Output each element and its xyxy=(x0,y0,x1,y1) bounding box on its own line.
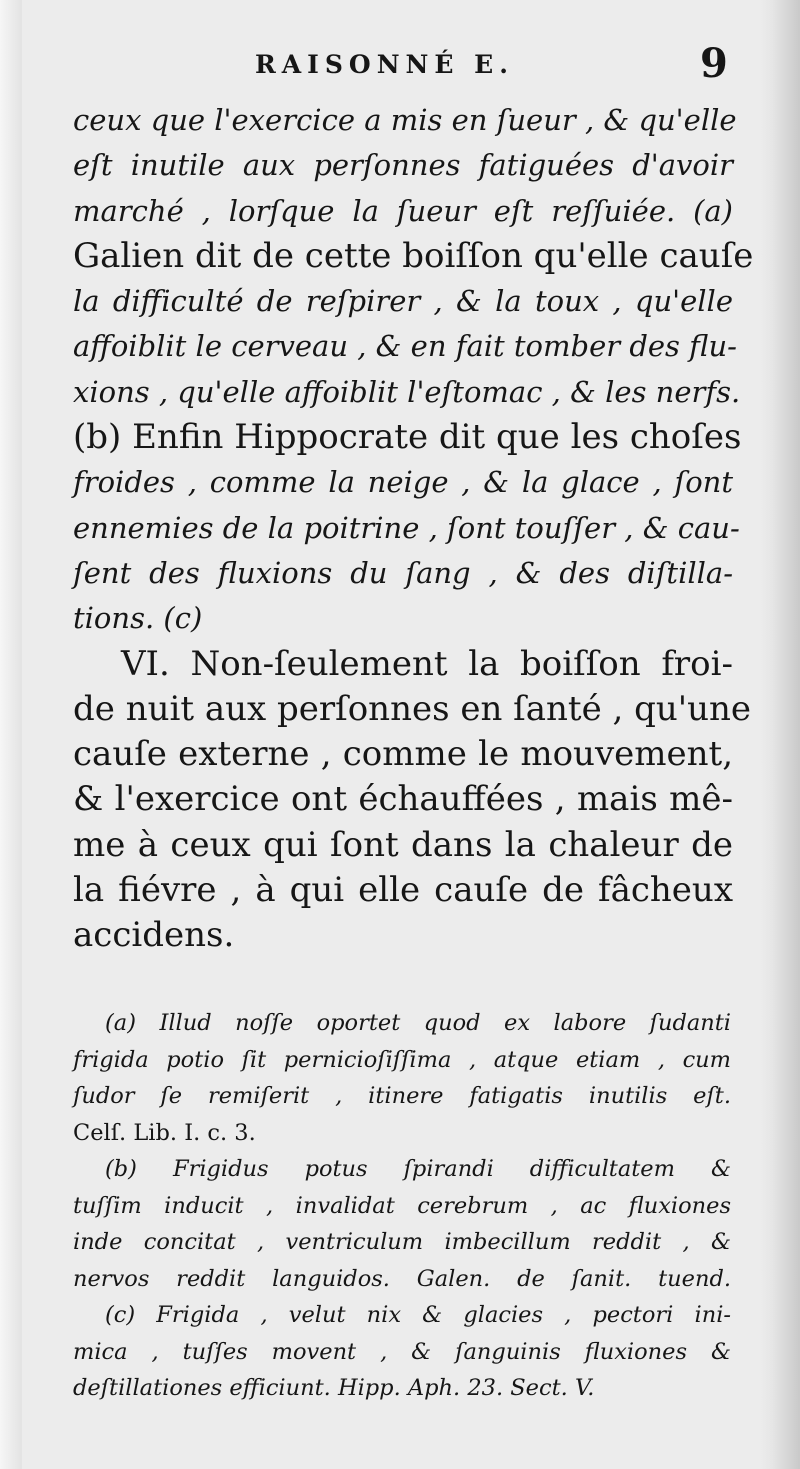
footnote-line: nervos reddit languidos. Galen. de ſanit. tuend. xyxy=(73,1265,731,1292)
body-text xyxy=(73,98,754,959)
body-line: ennemies de la poitrine , ſont touſſer , & cau- xyxy=(73,510,740,545)
body-line: la fiévre , à qui elle cauſe de fâcheux xyxy=(73,870,733,911)
body-line: & l'exercice ont échauffées , mais mê- xyxy=(73,779,733,820)
body-line: (b) Enfin Hippocrate dit que les choſes xyxy=(73,417,742,458)
footnote-line: frigida potio ſit pernicioſiſſima , atque etiam , cum xyxy=(73,1046,731,1073)
footnote-line: tuſſim inducit , invalidat cerebrum , ac fluxiones xyxy=(73,1192,731,1219)
footnote-c: (c) Frigida , velut nix & glacies , pectori ini- xyxy=(105,1302,731,1328)
body-line: froides , comme la neige , & la glace , ſont xyxy=(73,465,733,500)
body-line: marché , lorſque la ſueur eſt reſſuiée. (a) xyxy=(73,193,733,228)
body-line: la difficulté de reſpirer , & la toux , qu'elle xyxy=(73,284,733,319)
footnote-line: deſtillationes efficiunt. Hipp. Aph. 23. Sect. V. xyxy=(73,1375,595,1401)
body-line: de nuit aux perſonnes en ſanté , qu'une xyxy=(73,688,752,729)
body-line: ceux que l'exercice a mis en ſueur , & qu'elle xyxy=(73,103,737,137)
body-line: tions. (c) xyxy=(73,601,203,636)
footnote-line: Celſ. Lib. I. c. 3. xyxy=(73,1119,256,1146)
body-line: affoiblit le cerveau , & en fait tomber des flu- xyxy=(73,329,737,364)
footnote-line: mica , tuſſes movent , & ſanguinis fluxiones & xyxy=(73,1338,731,1365)
section-vi-start: VI. Non-ſeulement la boiſſon froi- xyxy=(121,643,733,684)
body-line: me à ceux qui ſont dans la chaleur de xyxy=(73,824,733,865)
body-line: cauſe externe , comme le mouvement, xyxy=(73,734,733,775)
body-line: Galien dit de cette boiſſon qu'elle cauſe xyxy=(73,235,754,276)
body-line: ſent des fluxions du ſang , & des diſtilla- xyxy=(73,555,733,590)
body-line: xions , qu'elle affoiblit l'eſtomac , & les nerfs. xyxy=(73,374,741,409)
body-line: accidens. xyxy=(73,915,235,956)
running-head: RAISONNÉ E. xyxy=(255,50,514,79)
footnotes xyxy=(73,1005,731,1407)
footnote-a: (a) Illud noſſe oportet quod ex labore ſudanti xyxy=(105,1010,731,1036)
body-line: eſt inutile aux perſonnes fatiguées d'avoir xyxy=(73,148,733,183)
page-number: 9 xyxy=(700,40,728,87)
footnote-line: ſudor ſe remiſerit , itinere fatigatis inutilis eſt. xyxy=(73,1083,731,1109)
footnote-line: inde concitat , ventriculum imbecillum reddit , & xyxy=(73,1229,731,1255)
footnote-b: (b) Frigidus potus ſpirandi difficultatem & xyxy=(105,1156,731,1182)
